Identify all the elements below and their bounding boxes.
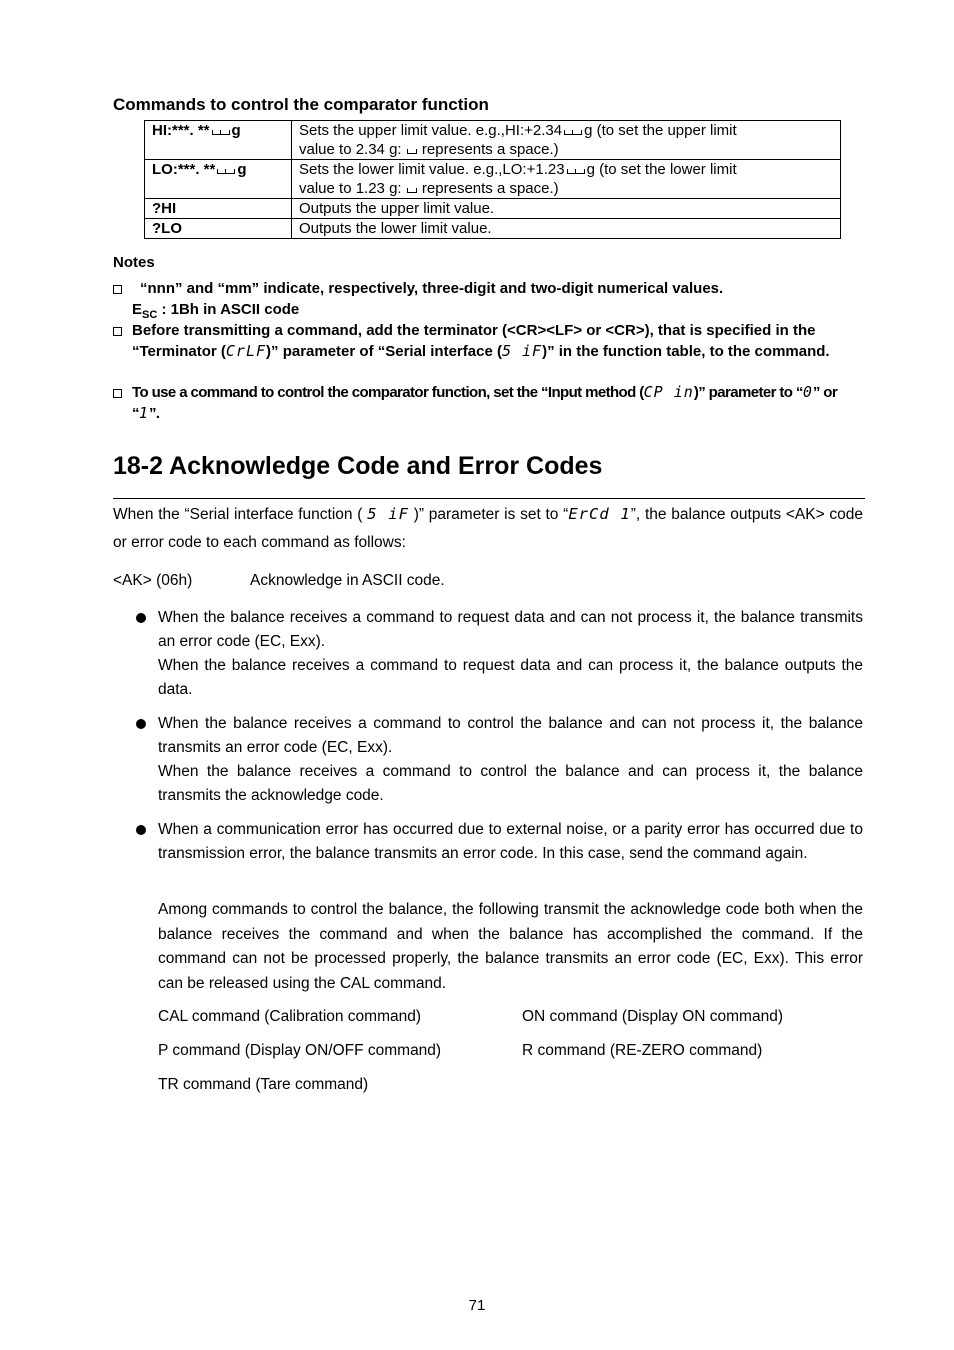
intro-paragraph: When the “Serial interface function ( 5 iF )” parameter is set to “ErCd 1”, the balance outputs <AK> code or error code to each command as follows: [113,505,864,551]
square-bullet-icon [113,285,122,294]
note-text: To use a command to control the comparator function, set the “Input method (CP in)” parameter to “0” or “1”. [132,383,838,422]
bullet-item [158,712,863,808]
space-symbol-icon [217,169,235,174]
space-symbol-icon [564,130,582,135]
section-divider [113,498,865,499]
description-cell: Outputs the upper limit value. [292,199,841,219]
space-symbol-icon [407,149,417,154]
bullet-text: When a communication error has occurred due to external noise, or a parity error has occurred due to transmission error, the balance transmits an error code. In this case, send the command again. [158,821,863,862]
table-row [145,121,841,160]
note-item [113,320,858,362]
note-text: “nnn” and “mm” indicate, respectively, three-digit and two-digit numerical values. [140,280,724,297]
command-list-item: CAL command (Calibration command) [158,1008,422,1025]
command-list-item: ON command (Display ON command) [522,1008,783,1025]
notes-heading: Notes [113,254,155,271]
space-symbol-icon [212,130,230,135]
bullet-dot-icon [136,719,146,729]
note-text: Before transmitting a command, add the terminator (<CR><LF> or <CR>), that is specified in the “Terminator (CrLF)” parameter of “Serial interface (5 iF)” in the function table, to the command. [132,322,830,360]
command-cell: LO:***. ** g [145,160,292,199]
command-cell: ?HI [145,199,292,219]
bullet-item [158,818,863,866]
description-cell: Sets the upper limit value. e.g.,HI:+2.34 g (to set the upper limit value to 2.34 g: represents a space.) [292,121,841,160]
section-title: 18-2 Acknowledge Code and Error Codes [113,452,603,480]
bullet-text: When the balance receives a command to request data and can not process it, the balance transmits an error code (EC, Exx). [158,609,863,650]
table-row [145,219,841,239]
bullet-text: When the balance receives a command to control the balance and can not process it, the balance transmits an error code (EC, Exx). [158,715,863,756]
note-item [113,382,858,424]
command-list-item: R command (RE-ZERO command) [522,1042,763,1059]
ak-description: Acknowledge in ASCII code. [250,572,445,589]
description-cell: Sets the lower limit value. e.g.,LO:+1.23 g (to set the lower limit value to 1.23 g: represents a space.) [292,160,841,199]
page-number: 71 [468,1297,486,1314]
bullet-text: When the balance receives a command to control the balance and can process it, the balance transmits the acknowledge code. [158,763,863,804]
bullet-text: When the balance receives a command to request data and can process it, the balance outputs the data. [158,657,863,698]
ak-code: <AK> (06h) [113,572,193,589]
table-row [145,199,841,219]
space-symbol-icon [567,169,585,174]
bullet-item [158,606,863,702]
description-cell: Outputs the lower limit value. [292,219,841,239]
square-bullet-icon [113,327,122,336]
bullet-dot-icon [136,825,146,835]
bullet-dot-icon [136,613,146,623]
command-list-item: TR command (Tare command) [158,1076,369,1093]
command-cell: ?LO [145,219,292,239]
comparator-command-table [144,120,841,239]
square-bullet-icon [113,389,122,398]
command-list-item: P command (Display ON/OFF command) [158,1042,442,1059]
table-row [145,160,841,199]
note-item [113,278,858,299]
command-cell: HI:***. ** g [145,121,292,160]
esc-note: $E_{SC}$ : 1Bh in ASCII code [132,301,300,321]
commands-heading: Commands to control the comparator function [113,95,489,114]
acknowledge-commands-paragraph: Among commands to control the balance, the following transmit the acknowledge code both when the balance receives the command and when the balance has accomplished the command. If the command can not be processed properly, the balance transmits an error code (EC, Exx). This error can be released using the CAL command. [158,901,863,992]
space-symbol-icon [407,188,417,193]
